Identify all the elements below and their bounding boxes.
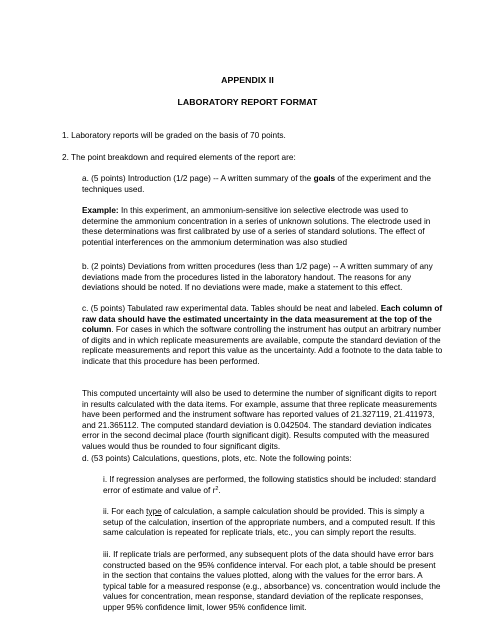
example-label: Example:	[82, 206, 119, 215]
uncertainty-paragraph: This computed uncertainty will also be used to determine the number of significant digits to report in results calculated with the data items. For example, assume that three replicate measurements have been performed and the instrument software has reported values of 21.327119, 21.411973, and 21.365112. The computed standard deviation is 0.042504. The standard deviation indicates error in the second decimal place (fourth significant digit). Results computed with the measured values would thus be rounded to four significant digits.	[82, 389, 437, 451]
r-squared-superscript: 2	[215, 485, 219, 492]
sub-item-ii-text: ii. For each	[103, 507, 147, 516]
sub-item-ii-sample-calculation	[103, 507, 443, 539]
item-c-raw-data	[82, 304, 444, 368]
item-2-breakdown: 2. The point breakdown and required elements of the report are:	[62, 153, 296, 162]
item-d-calculations: d. (53 points) Calculations, questions, plots, etc. Note the following points:	[82, 454, 352, 463]
item-a-text: a. (5 points) Introduction (1/2 page) -- A written summary of the	[82, 174, 314, 183]
sub-item-i-end: .	[218, 485, 221, 495]
item-c-bold-requirement: Each column of raw data should have the estimated uncertainty in the data measurement at the top of the column	[82, 304, 443, 335]
item-c-text: c. (5 points) Tabulated raw experimental data. Tables should be neat and labeled.	[82, 304, 381, 313]
sub-item-ii-text-end: of calculation, a sample calculation should be provided. This is simply a setup of the calculation, insertion of the appropriate numbers, and a computed result. If this same calculation is repeated for replicate trials, etc., you can simply report the results.	[103, 507, 436, 538]
item-a-introduction	[82, 174, 442, 195]
item-1-grading: 1. Laboratory reports will be graded on the basis of 70 points.	[62, 131, 286, 140]
item-a-text-end: of the experiment and the techniques used.	[82, 174, 431, 194]
sub-item-iii-replicate-trials: iii. If replicate trials are performed, any subsequent plots of the data should have error bars constructed based on the 95% confidence interval. For each plot, a table should be present in the section that contains the values plotted, along with the values for the error bars. A typical table for a measured response (e.g., absorbance) vs. concentration would include the values for concentration, mean response, standard deviation of the replicate responses, upper 95% confidence limit, lower 95% confidence limit.	[103, 550, 441, 612]
item-b-deviations: b. (2 points) Deviations from written procedures (less than 1/2 page) -- A written summary of any deviations made from the procedures listed in the laboratory handout. The reasons for any deviations should be noted. If no deviations were made, make a statement to this effect.	[82, 262, 433, 293]
appendix-title: APPENDIX II	[221, 75, 274, 85]
report-format-title: LABORATORY REPORT FORMAT	[177, 97, 318, 107]
example-paragraph	[82, 206, 442, 248]
sub-item-i-text: i. If regression analyses are performed, the following statistics should be included: standard error of estimate and value of r	[103, 475, 436, 495]
item-a-goals-bold: goals	[313, 174, 336, 183]
item-c-text-end: . For cases in which the software controlling the instrument has output an arbitrary number of digits and in which replicate measurements are available, compute the standard deviation of the replicate measurements and report this value as the uncertainty. Add a footnote to the data table to indicate that this procedure has been performed.	[82, 325, 443, 366]
sub-item-ii-type-underline: type	[146, 507, 162, 516]
sub-item-i-regression	[103, 475, 443, 496]
example-text: In this experiment, an ammonium-sensitive ion selective electrode was used to determine the ammonium concentration in a series of unknown solutions. The electrode used in these determinations was first calibrated by use of a series of standard solutions. The effect of potential interferences on the ammonium determination was also studied	[82, 206, 431, 247]
